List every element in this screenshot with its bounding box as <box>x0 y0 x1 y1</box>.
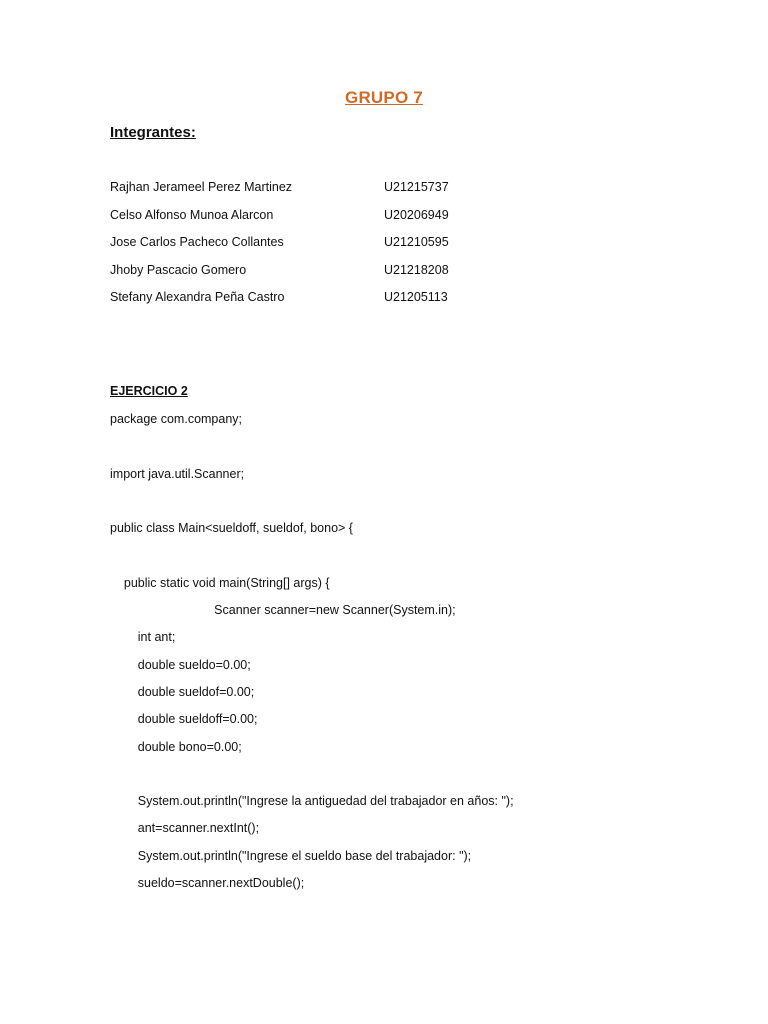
code-line <box>110 437 730 464</box>
member-code: U20206949 <box>384 207 449 222</box>
code-line <box>110 765 730 792</box>
member-code: U21218208 <box>384 262 449 277</box>
code-line <box>110 492 730 519</box>
code-line: double sueldof=0.00; <box>110 684 255 699</box>
member-code: U21210595 <box>384 235 449 249</box>
code-line: System.out.println("Ingrese el sueldo base del trabajador: "); <box>110 848 472 863</box>
members-heading: Integrantes: <box>110 124 196 141</box>
code-line: public static void main(String[] args) { <box>110 575 330 590</box>
code-line: System.out.println("Ingrese la antiguedad del trabajador en años: "); <box>110 794 514 809</box>
member-name: Jose Carlos Pacheco Collantes <box>110 235 284 249</box>
members-list <box>110 180 670 318</box>
member-code: U21205113 <box>384 290 448 304</box>
code-line <box>110 546 730 573</box>
member-row <box>110 208 670 236</box>
member-name: Jhoby Pascacio Gomero <box>110 262 247 277</box>
code-line: int ant; <box>110 630 176 645</box>
member-row <box>110 180 670 208</box>
code-line: import java.util.Scanner; <box>110 466 245 481</box>
code-line: double sueldo=0.00; <box>110 657 251 672</box>
code-line: public class Main<sueldoff, sueldof, bono> { <box>110 521 353 536</box>
member-name: Celso Alfonso Munoa Alarcon <box>110 207 274 222</box>
code-line: sueldo=scanner.nextDouble(); <box>110 876 305 891</box>
member-name: Stefany Alexandra Peña Castro <box>110 290 285 304</box>
code-line: double sueldoff=0.00; <box>110 712 258 727</box>
document-title: GRUPO 7 <box>345 88 423 107</box>
member-row <box>110 263 670 291</box>
member-row <box>110 235 670 263</box>
code-line: double bono=0.00; <box>110 739 242 754</box>
member-code: U21215737 <box>384 180 449 194</box>
member-name: Rajhan Jerameel Perez Martinez <box>110 180 293 194</box>
code-line: ant=scanner.nextInt(); <box>110 821 260 836</box>
exercise-heading: EJERCICIO 2 <box>110 384 188 398</box>
code-block <box>110 410 730 901</box>
code-line: Scanner scanner=new Scanner(System.in); <box>110 603 456 618</box>
code-line: package com.company; <box>110 412 243 426</box>
member-row <box>110 290 670 318</box>
